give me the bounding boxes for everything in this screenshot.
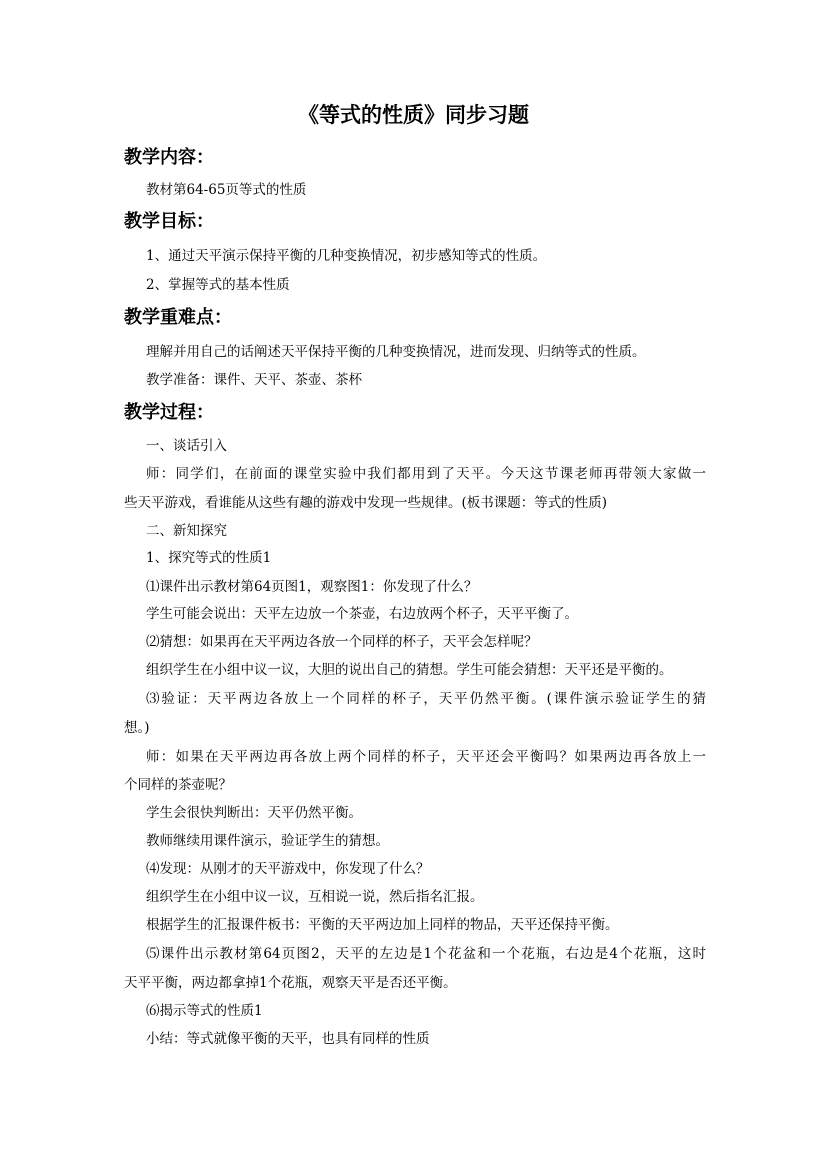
document-title: 《等式的性质》同步习题 [298, 102, 529, 127]
paragraph-line: ⑷发现：从刚才的天平游戏中，你发现了什么？ [146, 861, 430, 877]
paragraph-line: 二、新知探究 [146, 523, 227, 539]
paragraph-line: 师：同学们，在前面的课堂实验中我们都用到了天平。今天这节课老师再带领大家做一 [146, 466, 706, 482]
paragraph-line: ⑵猜想：如果再在天平两边各放一个同样的杯子，天平会怎样呢？ [146, 634, 538, 650]
paragraph-line: 学生可能会说出：天平左边放一个茶壶，右边放两个杯子，天平平衡了。 [146, 606, 578, 622]
paragraph-line: 教学准备：课件、天平、茶壶、茶杯 [146, 372, 362, 388]
paragraph-line: 想。) [124, 720, 150, 736]
heading-process: 教学过程： [124, 402, 214, 423]
paragraph-line: 1、通过天平演示保持平衡的几种变换情况，初步感知等式的性质。 [146, 248, 547, 264]
paragraph-line: 理解并用自己的话阐述天平保持平衡的几种变换情况，进而发现、归纳等式的性质。 [146, 344, 646, 360]
paragraph-line: 学生会很快判断出：天平仍然平衡。 [146, 805, 362, 821]
paragraph-line: 教师继续用课件演示，验证学生的猜想。 [146, 833, 389, 849]
heading-goals: 教学目标： [124, 211, 214, 232]
heading-key-points: 教学重难点： [124, 307, 232, 328]
paragraph-line: 根据学生的汇报课件板书：平衡的天平两边加上同样的物品，天平还保持平衡。 [146, 917, 619, 933]
paragraph-line: 天平平衡，两边都拿掉1个花瓶，观察天平是否还平衡。 [124, 975, 457, 991]
paragraph-line: 一、谈话引入 [146, 438, 227, 454]
heading-content: 教学内容： [124, 147, 214, 168]
paragraph-line: ⑴课件出示教材第64页图1，观察图1：你发现了什么？ [146, 579, 478, 595]
paragraph-line: ⑹揭示等式的性质1 [146, 1003, 263, 1019]
paragraph-line: 1、探究等式的性质1 [146, 550, 272, 566]
paragraph-line: 些天平游戏，看谁能从这些有趣的游戏中发现一些规律。(板书课题：等式的性质) [124, 495, 608, 511]
paragraph-line: 师：如果在天平两边再各放上两个同样的杯子，天平还会平衡吗？如果两边再各放上一 [146, 749, 706, 765]
paragraph-line: ⑸课件出示教材第64页图2，天平的左边是1个花盆和一个花瓶，右边是4个花瓶，这时 [146, 946, 706, 962]
paragraph-line: 小结：等式就像平衡的天平，也具有同样的性质 [146, 1031, 430, 1047]
paragraph-line: 组织学生在小组中议一议，互相说一说，然后指名汇报。 [146, 889, 484, 905]
paragraph-line: 教材第64-65页等式的性质 [146, 182, 307, 198]
paragraph-line: ⑶验证：天平两边各放上一个同样的杯子，天平仍然平衡。(课件演示验证学生的猜 [146, 691, 706, 707]
paragraph-line: 组织学生在小组中议一议，大胆的说出自己的猜想。学生可能会猜想：天平还是平衡的。 [146, 662, 673, 678]
paragraph-line: 个同样的茶壶呢？ [124, 777, 232, 793]
paragraph-line: 2、掌握等式的基本性质 [146, 277, 290, 293]
